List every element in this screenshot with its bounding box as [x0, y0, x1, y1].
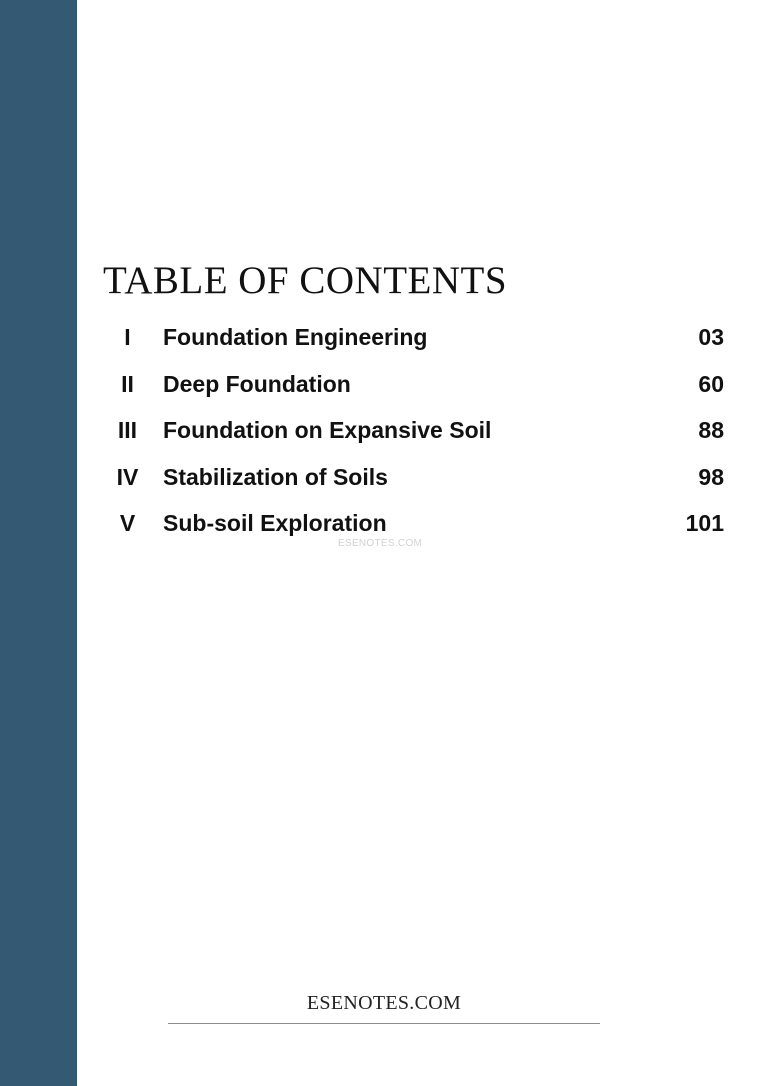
toc-entry-number: I	[124, 324, 131, 350]
toc-entry-page: 98	[698, 464, 724, 490]
toc-entry-number: II	[121, 371, 134, 397]
toc-entry-label: Foundation Engineering	[163, 324, 428, 350]
side-color-band	[0, 0, 77, 1086]
toc-entry-number: III	[117, 417, 138, 443]
toc-entry-label: Deep Foundation	[163, 371, 351, 397]
toc-entry-page: 88	[698, 417, 724, 443]
toc-entry-label: Sub-soil Exploration	[163, 510, 387, 536]
toc-entry[interactable]	[100, 415, 730, 445]
footer-brand: ESENOTES.COM	[306, 992, 462, 1014]
toc-entry-number: IV	[116, 464, 139, 490]
toc-entry-page: 101	[685, 510, 724, 536]
toc-entry-number: V	[119, 510, 136, 536]
toc-entry[interactable]	[100, 369, 730, 399]
toc-entry[interactable]	[100, 508, 730, 538]
toc-entry[interactable]	[100, 322, 730, 352]
toc-title: TABLE OF CONTENTS	[103, 259, 508, 302]
toc-entry-label: Stabilization of Soils	[163, 464, 388, 490]
toc-entry-page: 60	[698, 371, 724, 397]
toc-entry-page: 03	[698, 324, 724, 350]
toc-entry[interactable]	[100, 462, 730, 492]
footer-divider	[168, 1023, 600, 1024]
watermark-text: ESENOTES.COM	[338, 538, 423, 549]
toc-entry-label: Foundation on Expansive Soil	[163, 417, 492, 443]
